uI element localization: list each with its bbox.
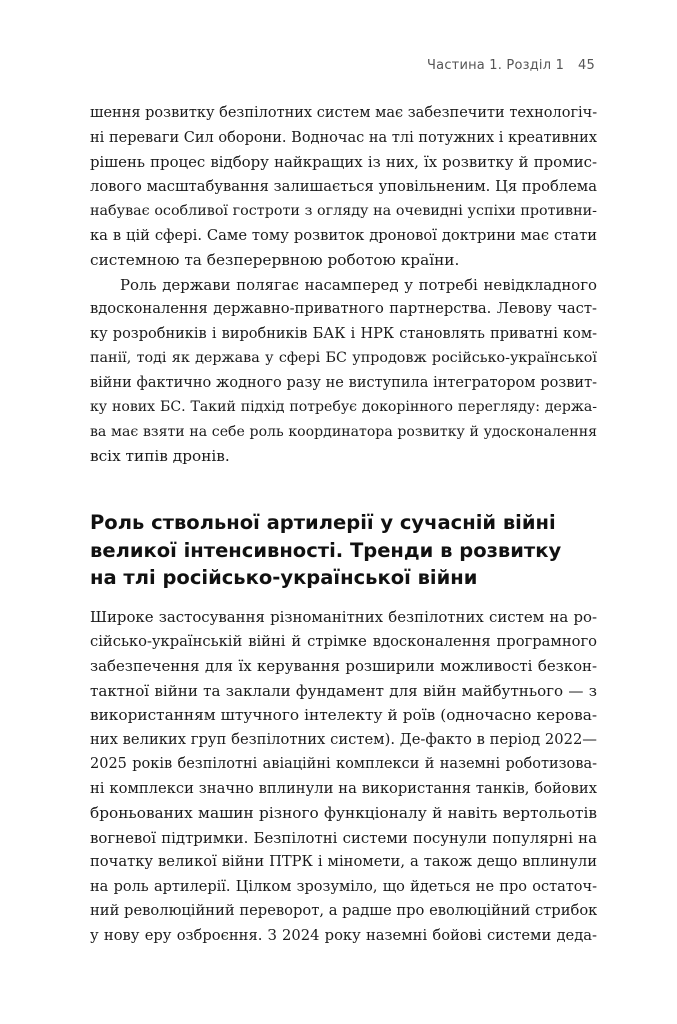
text-line: рішень процес відбору найкращих із них, їх розвитку й промис- (90, 153, 597, 171)
heading-line: Роль ствольної артилерії у сучасній війні (90, 511, 556, 534)
text-line: сійсько-українській війні й стрімке вдосконалення програмного (90, 632, 597, 650)
text-line: Роль держави полягає насамперед у потребі невідкладного (120, 275, 597, 294)
section-heading (90, 509, 610, 592)
running-title: Частина 1. Розділ 1 (427, 58, 565, 73)
text-line: набуває особливої гостроти з огляду на очевидні успіхи противни- (90, 203, 597, 219)
text-line: на роль артилерії. Цілком зрозуміло, що йдеться не про остаточ- (90, 878, 597, 895)
text-line: тактної війни та заклали фундамент для війн майбутнього — з (90, 681, 597, 700)
text-line: всіх типів дронів. (90, 447, 230, 465)
text-line: вогневої підтримки. Безпілотні системи посунули популярні на (90, 828, 597, 847)
text-line: ка в цій сфері. Саме тому розвиток дронової доктрини має стати (90, 226, 597, 244)
text-line: броньованих машин різного функціоналу й навіть вертольотів (90, 804, 597, 822)
text-line: війни фактично жодного разу не виступила інтегратором розвит- (90, 374, 597, 391)
text-line: Широке застосування різноманітних безпілотних систем на ро- (90, 608, 597, 626)
heading-line: великої інтенсивності. Тренди в розвитку (90, 538, 562, 562)
text-line: ку нових БС. Такий підхід потребує докорінного перегляду: держа- (90, 399, 597, 415)
paragraph-state-role (90, 273, 597, 469)
text-line: ні комплекси значно вплинули на використання танків, бойових (90, 779, 597, 797)
text-line: у нову еру озброєння. З 2024 року наземні бойові системи деда- (90, 926, 597, 944)
running-header (427, 58, 595, 73)
text-line: вдосконалення державно-приватного партнерства. Левову част- (90, 300, 597, 317)
heading-line: на тлі російсько-української війни (90, 566, 478, 589)
page-number: 45 (578, 58, 595, 73)
text-line: ні переваги Сил оборони. Водночас на тлі потужних і креативних (90, 129, 597, 146)
text-line: них великих груп безпілотних систем). Де-факто в період 2022— (90, 730, 597, 748)
text-line: шення розвитку безпілотних систем має забезпечити технологіч- (90, 105, 597, 121)
text-line: ку розробників і виробників БАК і НРК становлять приватні ком- (90, 325, 597, 342)
text-line: лового масштабування залишається уповільненим. Ця проблема (90, 177, 597, 195)
text-line: системною та безперервною роботою країни. (90, 251, 460, 269)
paragraph-continued (90, 101, 597, 273)
text-line: ний революційний переворот, а радше про еволюційний стрибок (90, 902, 597, 919)
paragraph-section-intro (90, 605, 597, 948)
text-line: панії, тоді як держава у сфері БС упродовж російсько-української (90, 350, 597, 366)
text-line: ва має взяти на себе роль координатора розвитку й удосконалення (90, 423, 597, 440)
text-line: використанням штучного інтелекту й роїв (одночасно керова- (90, 706, 597, 724)
text-line: 2025 років безпілотні авіаційні комплекси й наземні роботизова- (90, 756, 597, 772)
text-line: забезпечення для їх керування розширили можливості безкон- (90, 657, 597, 675)
text-line: початку великої війни ПТРК і міномети, а також дещо вплинули (90, 853, 597, 870)
